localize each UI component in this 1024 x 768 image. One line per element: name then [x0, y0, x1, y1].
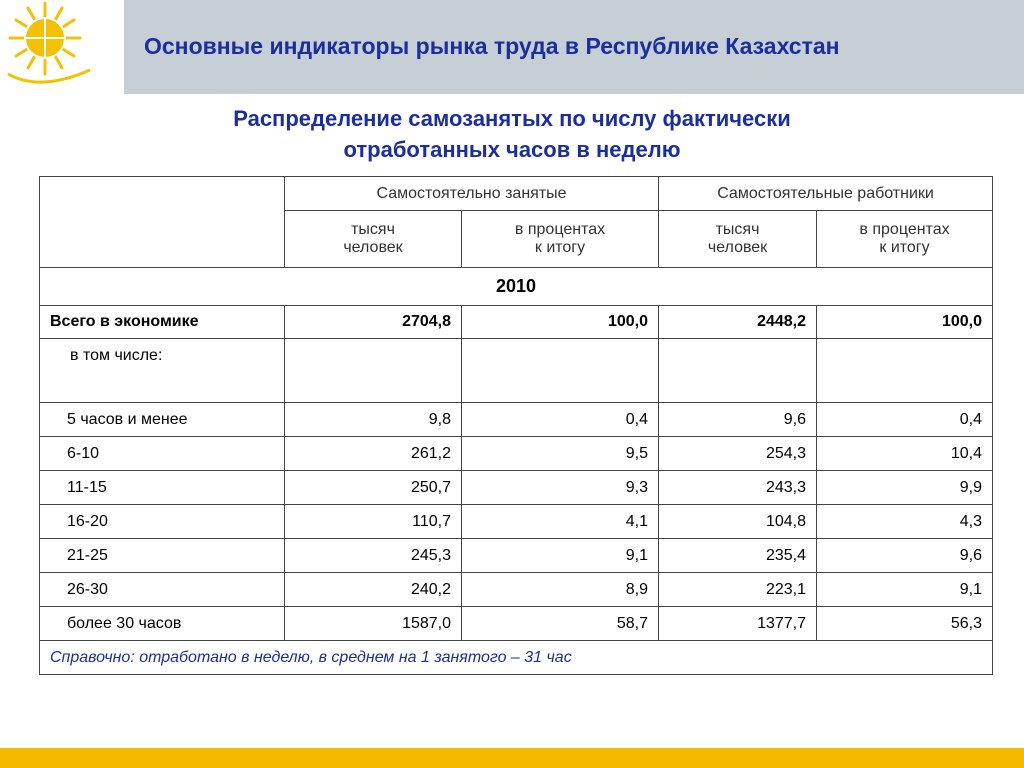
value-cell: 2448,2 — [659, 306, 817, 339]
value-cell: 243,3 — [659, 471, 817, 505]
table-row — [40, 573, 993, 607]
value-cell: 2704,8 — [285, 306, 462, 339]
row-label: 26-30 — [40, 573, 285, 607]
value-cell: 100,0 — [817, 306, 993, 339]
sub-header-line: тысяч — [351, 221, 395, 238]
year-row — [40, 268, 993, 306]
value-cell: 4,3 — [817, 505, 993, 539]
reference-note: Справочно: отработано в неделю, в среднем на 1 занятого – 31 час — [40, 641, 993, 675]
value-cell: 1587,0 — [285, 607, 462, 641]
value-cell: 9,1 — [817, 573, 993, 607]
table-row — [40, 471, 993, 505]
value-cell: 104,8 — [659, 505, 817, 539]
row-label: 11-15 — [40, 471, 285, 505]
table-row — [40, 505, 993, 539]
table-row — [40, 403, 993, 437]
empty-cell — [285, 339, 462, 403]
value-cell: 240,2 — [285, 573, 462, 607]
empty-cell — [817, 339, 993, 403]
value-cell: 100,0 — [462, 306, 659, 339]
table-title — [0, 103, 1024, 165]
year-cell: 2010 — [40, 268, 993, 306]
incl-label: в том числе: — [40, 339, 285, 403]
sub-header-cell — [659, 211, 817, 268]
value-cell: 254,3 — [659, 437, 817, 471]
bottom-accent-bar — [0, 748, 1024, 768]
value-cell: 1377,7 — [659, 607, 817, 641]
sub-header-cell — [817, 211, 993, 268]
page-title: Основные индикаторы рынка труда в Республике Казахстан — [144, 33, 840, 59]
sub-header-cell — [285, 211, 462, 268]
row-label: 5 часов и менее — [40, 403, 285, 437]
value-cell: 58,7 — [462, 607, 659, 641]
table-row — [40, 539, 993, 573]
sub-header-line: в процентах — [514, 221, 606, 238]
total-row — [40, 306, 993, 339]
sun-logo-icon — [0, 0, 124, 94]
value-cell: 8,9 — [462, 573, 659, 607]
group-header-own-account: Самостоятельные работники — [659, 177, 993, 211]
value-cell: 223,1 — [659, 573, 817, 607]
table-title-line2: отработанных часов в неделю — [343, 137, 681, 162]
value-cell: 9,9 — [817, 471, 993, 505]
table-row — [40, 607, 993, 641]
value-cell: 10,4 — [817, 437, 993, 471]
value-cell: 0,4 — [462, 403, 659, 437]
value-cell: 9,6 — [817, 539, 993, 573]
row-label: 16-20 — [40, 505, 285, 539]
value-cell: 245,3 — [285, 539, 462, 573]
value-cell: 4,1 — [462, 505, 659, 539]
row-label: Всего в экономике — [40, 306, 285, 339]
value-cell: 261,2 — [285, 437, 462, 471]
value-cell: 0,4 — [817, 403, 993, 437]
sub-header-line: человек — [343, 239, 403, 256]
empty-corner-cell — [40, 177, 285, 268]
sub-header-cell — [462, 211, 659, 268]
sub-header-line: человек — [707, 239, 768, 256]
empty-cell — [659, 339, 817, 403]
table-row — [40, 437, 993, 471]
value-cell: 9,3 — [462, 471, 659, 505]
incl-row — [40, 339, 993, 403]
header-bar — [0, 0, 1024, 94]
table-title-line1: Распределение самозанятых по числу фактически — [233, 106, 791, 131]
value-cell: 9,6 — [659, 403, 817, 437]
value-cell: 235,4 — [659, 539, 817, 573]
value-cell: 110,7 — [285, 505, 462, 539]
self-employed-hours-table — [39, 176, 993, 675]
empty-cell — [462, 339, 659, 403]
sub-header-line: к итогу — [879, 239, 930, 256]
value-cell: 9,8 — [285, 403, 462, 437]
logo-area — [0, 0, 124, 94]
sub-header-line: в процентах — [859, 221, 950, 238]
value-cell: 9,5 — [462, 437, 659, 471]
row-label: более 30 часов — [40, 607, 285, 641]
value-cell: 9,1 — [462, 539, 659, 573]
sub-header-line: тысяч — [715, 221, 760, 238]
row-label: 21-25 — [40, 539, 285, 573]
group-header-row — [40, 177, 993, 211]
note-row — [40, 641, 993, 675]
value-cell: 250,7 — [285, 471, 462, 505]
value-cell: 56,3 — [817, 607, 993, 641]
row-label: 6-10 — [40, 437, 285, 471]
group-header-self-employed: Самостоятельно занятые — [285, 177, 659, 211]
sub-header-line: к итогу — [534, 239, 586, 256]
